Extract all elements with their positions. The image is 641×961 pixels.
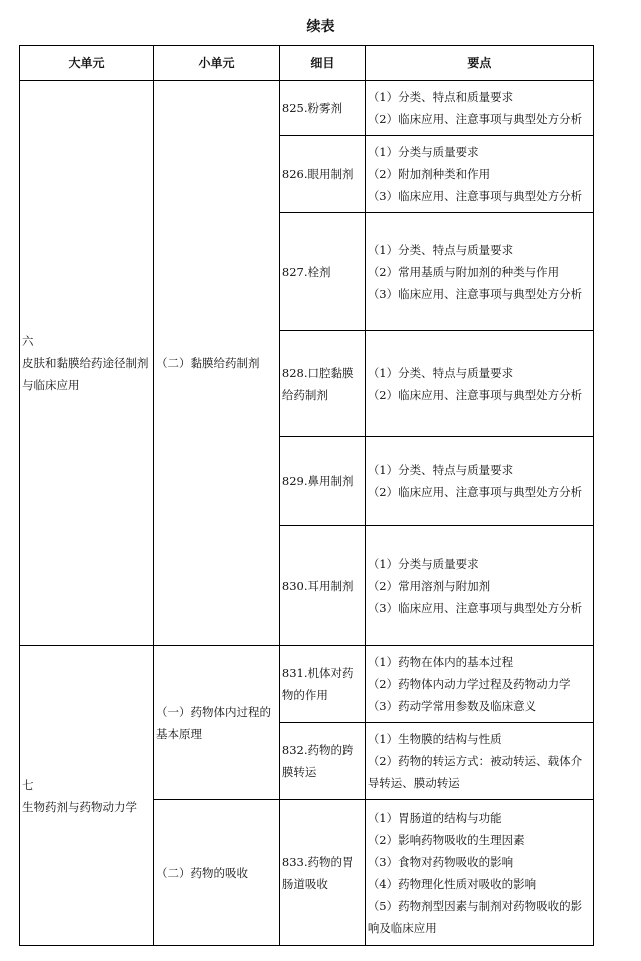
point: （2）临床应用、注意事项与典型处方分析 xyxy=(367,112,583,126)
point: （1）胃肠道的结构与功能 xyxy=(367,810,502,825)
point: （3）临床应用、注意事项与典型处方分析 xyxy=(367,600,583,615)
page-title: 续表 xyxy=(306,19,335,35)
header-item: 细目 xyxy=(279,46,365,81)
point: （4）药物理化性质对吸收的影响 xyxy=(367,876,537,891)
item-cell: 826.眼用制剂 xyxy=(279,136,365,213)
points-cell xyxy=(365,526,593,646)
point: （2）药物体内动力学过程及药物动力学 xyxy=(367,677,571,691)
item-cell: 832.药物的跨膜转运 xyxy=(279,723,365,800)
major-unit-cell xyxy=(20,646,154,946)
point: （1）分类与质量要求 xyxy=(367,145,479,159)
table-header-row xyxy=(20,46,594,81)
syllabus-table xyxy=(19,45,594,946)
item-cell: 829.鼻用制剂 xyxy=(279,437,365,526)
point: （1）分类、特点和质量要求 xyxy=(367,90,514,104)
major-unit-number: 七 xyxy=(22,777,34,792)
point: （1）药物在体内的基本过程 xyxy=(367,655,514,669)
points-cell xyxy=(365,331,593,437)
point: （1）分类、特点与质量要求 xyxy=(367,242,514,257)
item-cell: 825.粉雾剂 xyxy=(279,81,365,136)
item-cell: 831.机体对药物的作用 xyxy=(279,646,365,723)
point: （2）临床应用、注意事项与典型处方分析 xyxy=(367,387,583,402)
header-points: 要点 xyxy=(365,46,593,81)
minor-unit-cell: （二）药物的吸收 xyxy=(154,800,280,946)
point: （2）常用溶剂与附加剂 xyxy=(367,578,491,593)
point: （2）影响药物吸收的生理因素 xyxy=(367,832,525,847)
item-cell: 827.栓剂 xyxy=(279,213,365,331)
item-cell: 830.耳用制剂 xyxy=(279,526,365,646)
minor-unit-cell: （二）黏膜给药制剂 xyxy=(154,81,280,646)
minor-unit-cell: （一）药物体内过程的基本原理 xyxy=(154,646,280,800)
table-row xyxy=(20,646,594,723)
major-unit-name: 生物药剂与药物动力学 xyxy=(22,799,137,814)
points-cell xyxy=(365,646,593,723)
item-cell: 833.药物的胃肠道吸收 xyxy=(279,800,365,946)
item-cell: 828.口腔黏膜给药制剂 xyxy=(279,331,365,437)
point: （3）临床应用、注意事项与典型处方分析 xyxy=(367,189,583,203)
table-row xyxy=(20,81,594,136)
point: （3）食物对药物吸收的影响 xyxy=(367,854,514,869)
points-cell xyxy=(365,136,593,213)
point: （1）生物膜的结构与性质 xyxy=(367,732,502,746)
points-cell xyxy=(365,213,593,331)
point: （3）药动学常用参数及临床意义 xyxy=(367,699,537,713)
major-unit-number: 六 xyxy=(22,334,34,348)
points-cell xyxy=(365,81,593,136)
point: （1）分类、特点与质量要求 xyxy=(367,365,514,380)
point: （1）分类、特点与质量要求 xyxy=(367,463,514,477)
point: （5）药物剂型因素与制剂对药物吸收的影响及临床应用 xyxy=(367,898,583,935)
major-unit-cell xyxy=(20,81,154,646)
major-unit-name: 皮肤和黏膜给药途径制剂与临床应用 xyxy=(22,356,149,392)
point: （2）药物的转运方式：被动转运、载体介导转运、膜动转运 xyxy=(367,754,583,790)
points-cell xyxy=(365,800,593,946)
header-major-unit: 大单元 xyxy=(20,46,154,81)
point: （1）分类与质量要求 xyxy=(367,556,479,571)
point: （2）常用基质与附加剂的种类与作用 xyxy=(367,264,560,279)
points-cell xyxy=(365,723,593,800)
point: （2）临床应用、注意事项与典型处方分析 xyxy=(367,485,583,499)
point: （3）临床应用、注意事项与典型处方分析 xyxy=(367,286,583,301)
header-minor-unit: 小单元 xyxy=(154,46,280,81)
point: （2）附加剂种类和作用 xyxy=(367,167,491,181)
points-cell xyxy=(365,437,593,526)
